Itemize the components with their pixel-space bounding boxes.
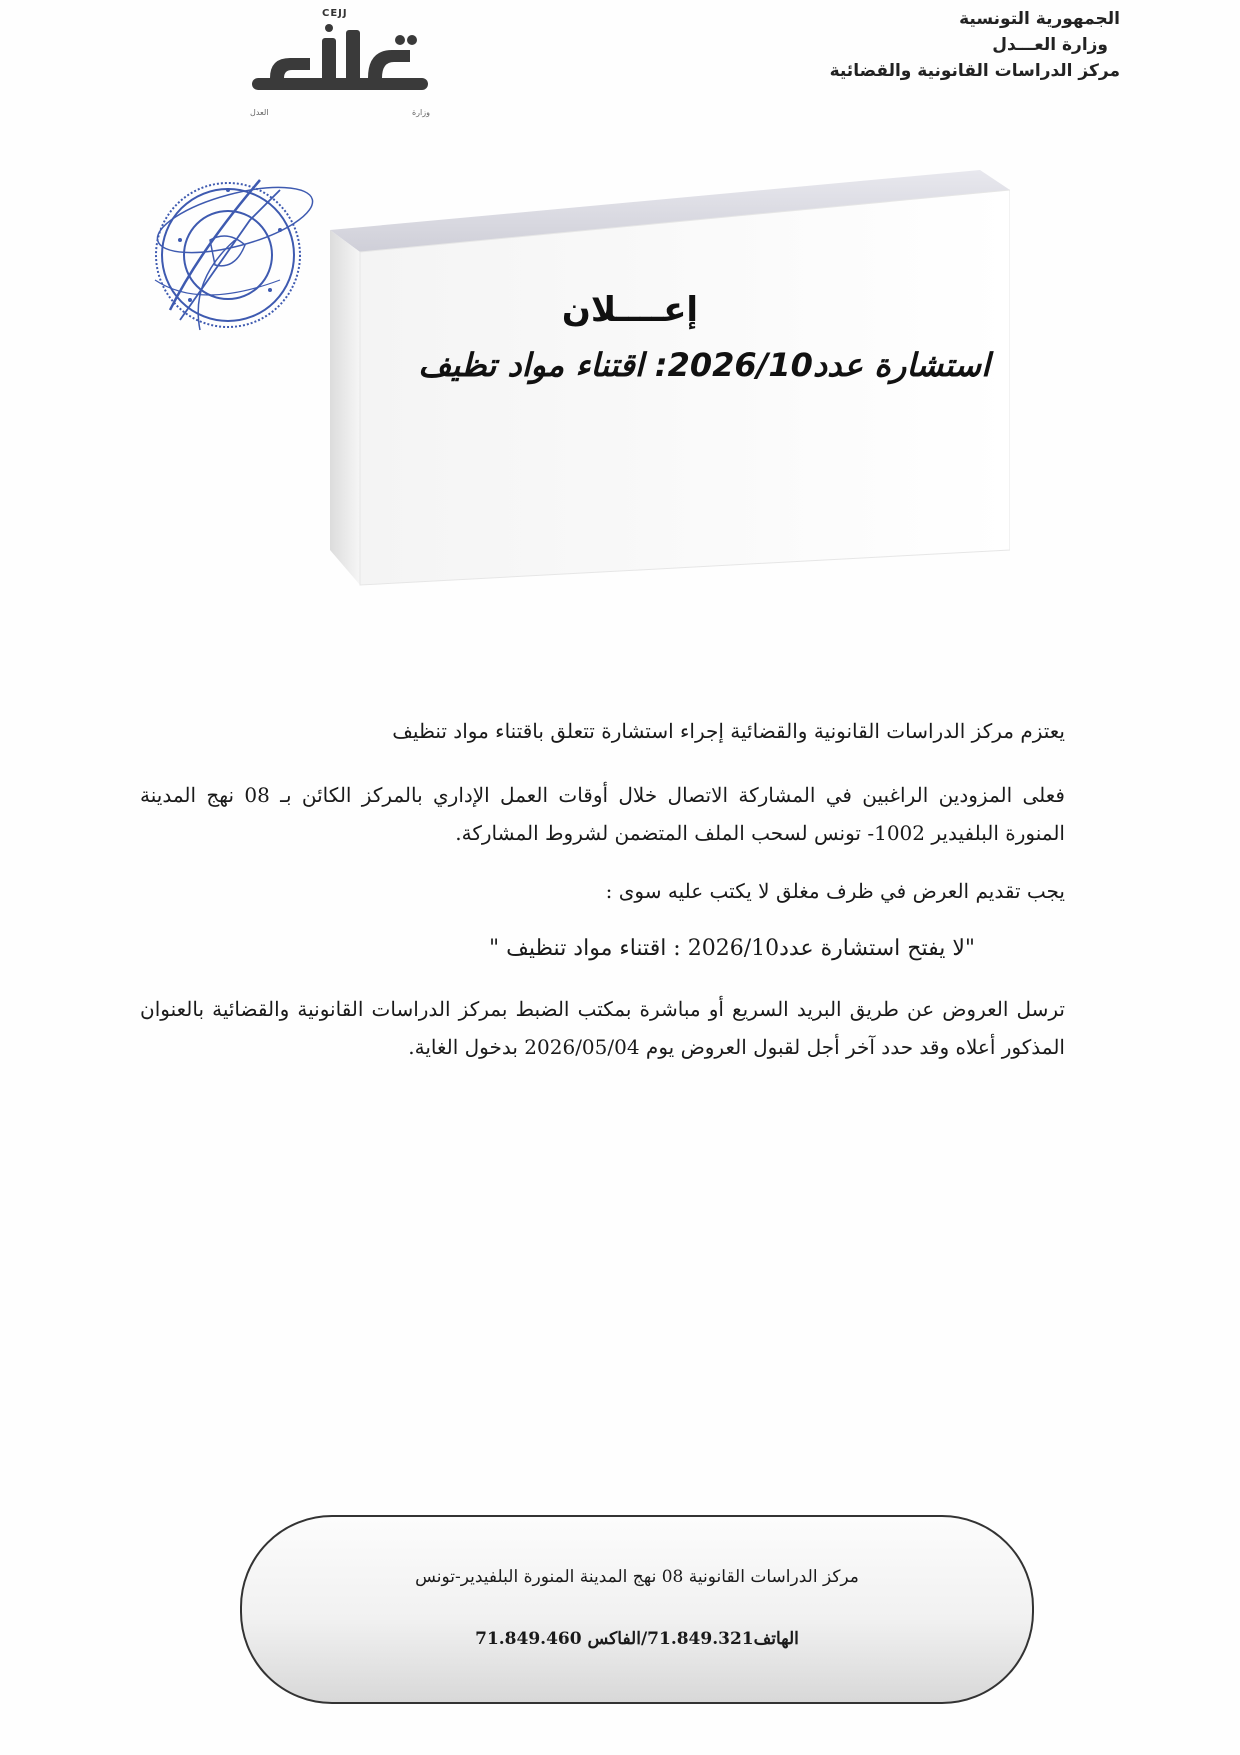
consultation-subtitle: استشارة عدد2026/10: اقتناء مواد تظيف [418,346,990,384]
logo-acronym: CEJJ [322,8,348,19]
paragraph-participation: فعلى المزودين الراغبين في المشاركة الاتصال خلال أوقات العمل الإداري بالمركز الكائن بـ 08 نهج المدينة المنورة البلفيدير 1002- تونس لسحب الملف المتضمن لشروط المشاركة. [140,783,1065,845]
letterhead [820,6,1120,84]
logo-mark-icon [250,18,430,113]
logo-sub-right: وزارة [411,108,430,117]
announcement-body [140,712,1065,1086]
announcement-title [340,290,1000,384]
official-stamp [140,160,320,350]
letterhead-center: مركز الدراسات القانونية والقضائية [829,61,1120,81]
paragraph-deadline: ترسل العروض عن طريق البريد السريع أو مباشرة بمكتب الضبط بمركز الدراسات القانونية والقضائية بالعنوان المذكور أعلاه وقد حدد آخر أجل لقبول العروض يوم 2026/05/04 بدخول الغاية. [140,997,1065,1059]
logo-sub-left: العدل [250,108,269,117]
paragraph-intent: يعتزم مركز الدراسات القانونية والقضائية إجراء استشارة تتعلق باقتناء مواد تنظيف [392,719,1065,743]
page-title: إعــــلان [561,290,699,330]
paragraph-submission: يجب تقديم العرض في ظرف مغلق لا يكتب عليه سوى : [605,879,1065,903]
letterhead-ministry: وزارة العـــدل [992,35,1108,55]
stamp-seal-icon [140,160,320,350]
letterhead-republic: الجمهورية التونسية [959,9,1120,29]
footer-phone-fax: الهاتف71.849.321/الفاكس 71.849.460 [475,1629,799,1649]
envelope-label-quote: "لا يفتح استشارة عدد2026/10 : اقتناء مواد تنظيف " [488,936,975,961]
footer-contact-box [240,1515,1034,1704]
footer-address: مركز الدراسات القانونية 08 نهج المدينة المنورة البلفيدير-تونس [415,1567,859,1587]
cejj-logo [250,8,430,123]
